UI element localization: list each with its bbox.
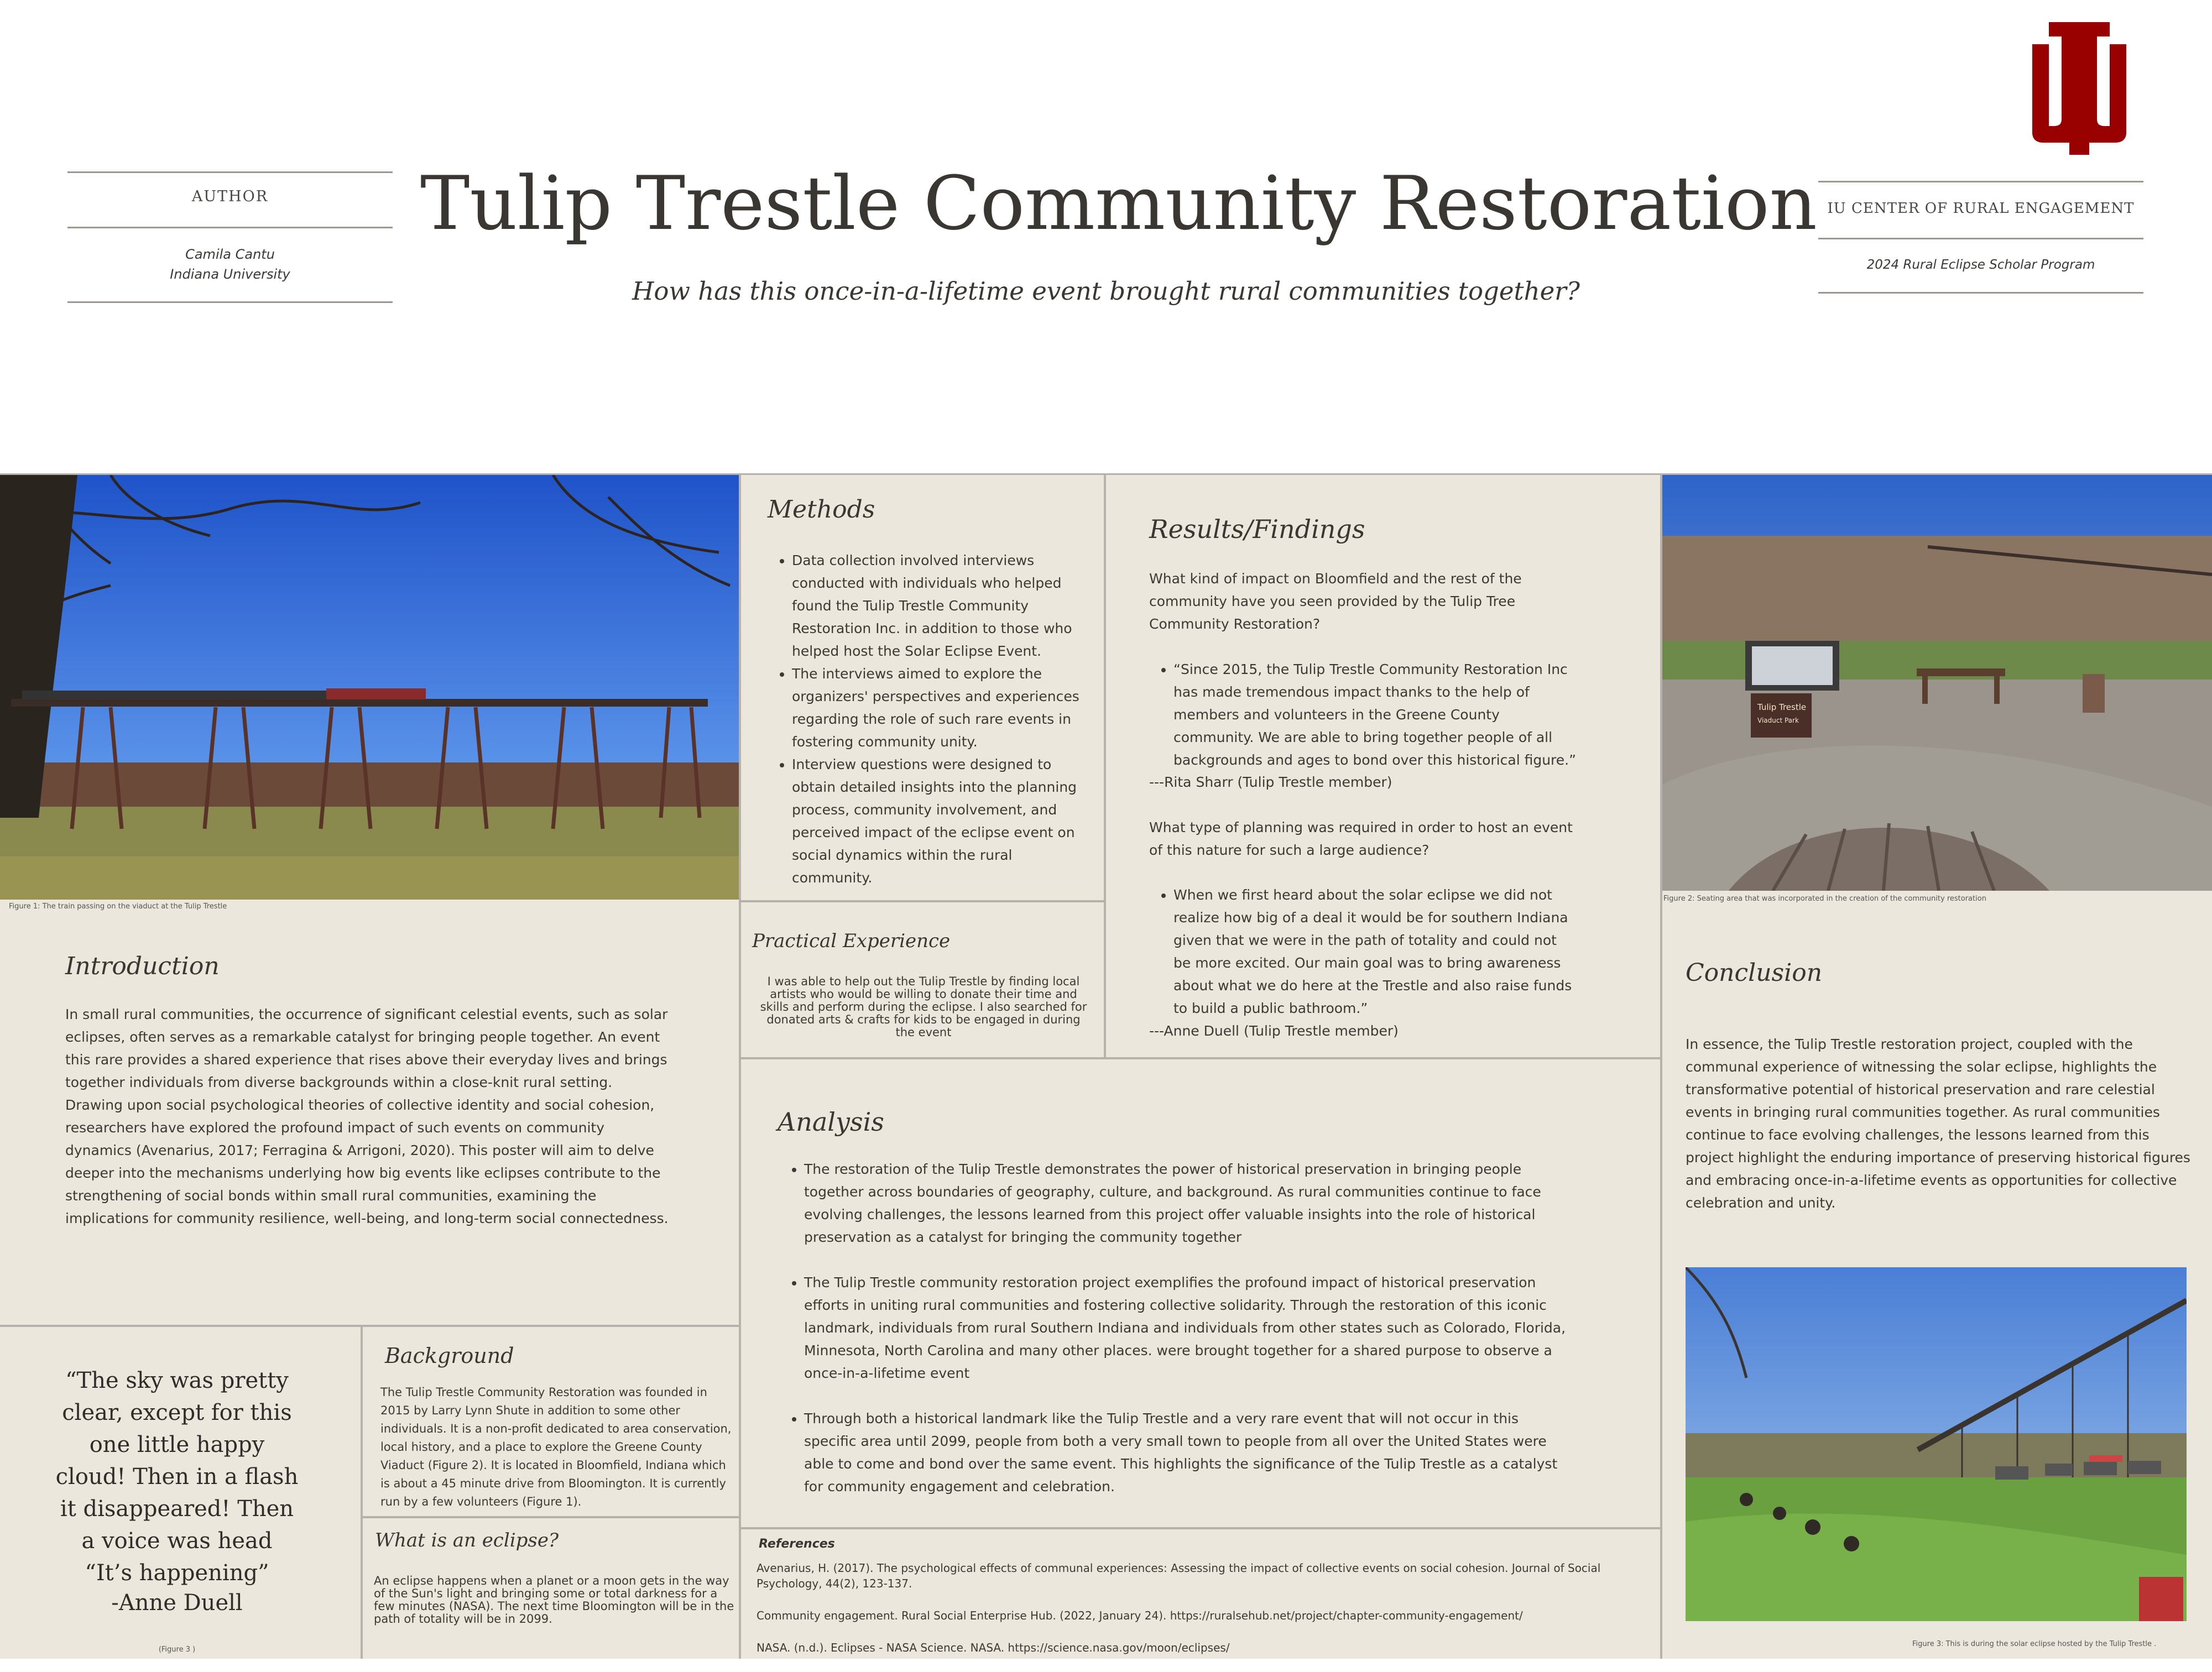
methods-item: • The interviews aimed to explore the organizers' perspectives and experiences regarding the role of such rare events in fostering community unity. [792, 662, 1086, 753]
introduction-text: In small rural communities, the occurrence of significant celestial events, such as solar eclipses, often serves as a remarkable catalyst for bringing people together. An event this rare provides a shared experience that rises above their everyday lives and brings together individuals from diverse backgrounds within a close-knit rural setting. Drawing upon social psychological theories of collective identity and social cohesion, researchers have explored the profound impact of such events on community dynamics (Avenarius, 2017; Ferragina & Arrigoni, 2020). This poster will aim to delve deeper into the mechanisms underlying how big events like eclipses contribute to the strengthening of social bonds within small rural communities, examining the implications for community resilience, well-being, and long-term social connectedness. [65, 1006, 669, 1226]
analysis-item: • The restoration of the Tulip Trestle demonstrates the power of historical preservation in bringing people together across boundaries of geography, culture, and background. As rural communities continue to face evolving challenges, the lessons learned from this project offer valuable insights into the role of historical preservation as a catalyst for bringing the community together [804, 1158, 1574, 1248]
figure-3-photo [1686, 1267, 2187, 1621]
results-attribution-1: ---Rita Sharr (Tulip Trestle member) [1149, 774, 1392, 790]
page-subtitle: How has this once-in-a-lifetime event brought rural communities together? [632, 276, 1580, 306]
quote-text: “The sky was pretty clear, except for this one little happy cloud! Then in a flash it disappeared! Then a voice was head “It’s happening” [55, 1368, 299, 1586]
figure-2-caption: Figure 2: Seating area that was incorporated in the creation of the community restoration [1663, 895, 1986, 903]
analysis-title: Analysis [778, 1107, 884, 1137]
figure-1-caption: Figure 1: The train passing on the viaduct at the Tulip Trestle [9, 902, 227, 911]
results-question-1: What kind of impact on Bloomfield and the rest of the community have you seen provided by the Tulip Tree Community Restoration? [1149, 571, 1522, 632]
practical-text: I was able to help out the Tulip Trestle by finding local artists who would be willing to donate their time and skills and perform during the eclipse. I also searched for donated arts & crafts for kids to be engaged in during the event [760, 975, 1087, 1039]
practical-title: Practical Experience [752, 930, 951, 952]
analysis-item: • The Tulip Trestle community restoration project exemplifies the profound impact of historical preservation efforts in uniting rural communities and fostering collective solidarity. Through the restoration of this iconic landmark, individuals from rural Southern Indiana and individuals from other states such as Colorado, Florida, Minnesota, North Carolina and many other places. were brought together for a shared purpose to observe a once-in-a-lifetime event [804, 1271, 1574, 1384]
eclipse-text: An eclipse happens when a planet or a moon gets in the way of the Sun's light and bringing some or total darkness for a few minutes (NASA). The next time Bloomington will be in the path of totality will be in 2099. [374, 1574, 734, 1626]
analysis-item: • Through both a historical landmark like the Tulip Trestle and a very rare event that will not occur in this specific area until 2099, people from both a very small town to people from all over the United States were able to come and bond over the same event. This highlights the significance of the Tulip Trestle as a catalyst for community engagement and celebration. [804, 1407, 1574, 1498]
header [0, 0, 2212, 473]
references-list [757, 1560, 1641, 1672]
author-label: AUTHOR [191, 188, 269, 205]
author-name: Camila Cantu [185, 247, 275, 262]
methods-list [765, 549, 1086, 889]
references-title: References [759, 1537, 835, 1551]
results-answer-2 [1147, 884, 1578, 1020]
reference-item: NASA. (n.d.). Eclipses - NASA Science. NASA. https://science.nasa.gov/moon/eclipses/ [757, 1641, 1230, 1654]
page-title: Tulip Trestle Community Restoration [420, 160, 1817, 247]
results-question-2: What type of planning was required in order to host an event of this nature for such a large audience? [1149, 819, 1573, 858]
methods-item: • Interview questions were designed to obtain detailed insights into the planning process, community involvement, and perceived impact of the eclipse event on social dynamics within the rural community. [792, 753, 1086, 889]
methods-title: Methods [768, 495, 875, 524]
figure-2-photo [1662, 475, 2212, 891]
background-text: The Tulip Trestle Community Restoration was founded in 2015 by Larry Lynn Shute in addition to some other individuals. It is a non-profit dedicated to area conservation, local history, and a place to explore the Greene County Viaduct (Figure 2). It is located in Bloomfield, Indiana which is about a 45 minute drive from Bloomington. It is currently run by a few volunteers (Figure 1). [380, 1386, 732, 1508]
introduction-title: Introduction [65, 952, 220, 980]
svg-text:Viaduct Park: Viaduct Park [1757, 717, 1799, 724]
results-title: Results/Findings [1149, 514, 1365, 544]
quote-attribution: -Anne Duell [111, 1590, 243, 1616]
results-attribution-2: ---Anne Duell (Tulip Trestle member) [1149, 1023, 1399, 1039]
conclusion-title: Conclusion [1686, 959, 1823, 987]
background-title: Background [385, 1344, 514, 1368]
org-label: IU CENTER OF RURAL ENGAGEMENT [1827, 200, 2135, 217]
methods-item: • Data collection involved interviews conducted with individuals who helped found the Tulip Trestle Community Restoration Inc. in addition to those who helped host the Solar Eclipse Event. [792, 549, 1086, 662]
reference-item: Avenarius, H. (2017). The psychological effects of communal experiences: Assessing the impact of collective events on social cohesion. Journal of Social Psychology, 44(2), 123-137. [757, 1561, 1601, 1590]
results-answer-1 [1147, 658, 1578, 771]
author-affiliation: Indiana University [170, 267, 290, 282]
quote-figure-label: (Figure 3 ) [158, 1645, 196, 1654]
results-quote-1: • “Since 2015, the Tulip Trestle Community Restoration Inc has made tremendous impact thanks to the help of members and volunteers in the Greene County community. We are able to bring together people of all backgrounds and ages to bond over this historical figure.” [1173, 658, 1578, 771]
reference-item: Community engagement. Rural Social Enterprise Hub. (2022, January 24). https://ruralsehub.net/project/chapter-community-engagement/ [757, 1609, 1523, 1622]
analysis-list [778, 1158, 1574, 1498]
eclipse-title: What is an eclipse? [375, 1529, 559, 1551]
results-quote-2: • When we first heard about the solar eclipse we did not realize how big of a deal it would be for southern Indiana given that we were in the path of totality and could not be more excited. Our main goal was to bring awareness about what we do here at the Trestle and also raise funds to build a public bathroom.” [1173, 884, 1578, 1020]
figure-1-photo [0, 475, 739, 900]
svg-text:Tulip Trestle: Tulip Trestle [1757, 702, 1807, 712]
org-program: 2024 Rural Eclipse Scholar Program [1866, 258, 2095, 272]
conclusion-text: In essence, the Tulip Trestle restoration project, coupled with the communal experience of witnessing the solar eclipse, highlights the transformative potential of historical preservation and rare celestial events in bringing rural communities together. As rural communities continue to face evolving challenges, the lessons learned from this project highlight the enduring importance of preserving historical figures and embracing once-in-a-lifetime events as opportunities for collective celebration and unity. [1686, 1036, 2190, 1211]
figure-3-caption: Figure 3: This is during the solar eclipse hosted by the Tulip Trestle . [1912, 1640, 2157, 1648]
iu-logo [2024, 22, 2135, 155]
